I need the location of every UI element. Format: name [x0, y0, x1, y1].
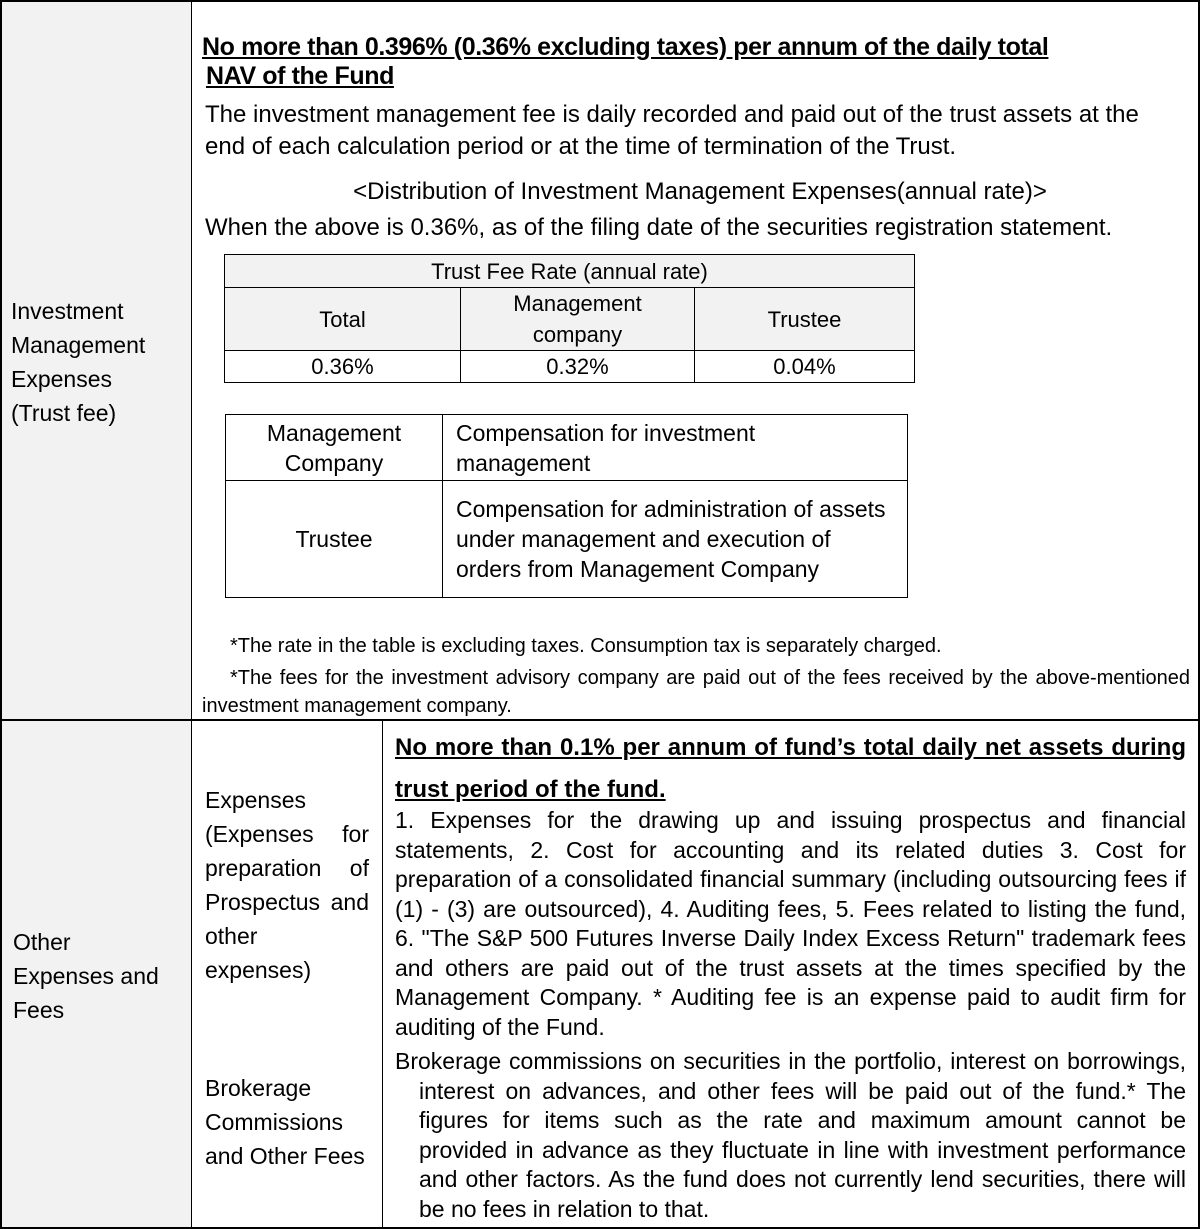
- description-line: The investment management fee is daily recorded and paid out of the trust assets at the: [205, 101, 1139, 128]
- description-line: end of each calculation period or at the time of termination of the Trust.: [205, 133, 957, 160]
- section1-heading: [202, 33, 1192, 91]
- fee-header-total: Total: [225, 288, 461, 351]
- brokerage-detail: Brokerage commissions on securities in the portfolio, interest on borrowings, interest on advances, and other fees will be paid out of the fund.* The figures for items such as the rate and maximum amount cannot be provided in advance as they fluctuate in line with investment performance and other factors. As the fund does not currently lend securities, there will be no fees in relation to that.: [395, 1048, 1186, 1222]
- section1-description: [205, 99, 1195, 163]
- fee-header-management: [461, 288, 695, 351]
- fee-table-caption: Trust Fee Rate (annual rate): [225, 255, 915, 288]
- brokerage-label: Brokerage Commissions and Other Fees: [205, 1075, 365, 1169]
- role-desc-text: Compensation for administration of assets under management and execution of orders from Management Company: [456, 496, 886, 582]
- label-line: Management: [11, 332, 146, 358]
- label-line: Fees: [13, 997, 65, 1023]
- fee-value-trustee: 0.04%: [695, 351, 915, 383]
- heading-line: No more than 0.396% (0.36% excluding taxes) per annum of the daily total: [202, 33, 1049, 61]
- fee-value-management: 0.32%: [461, 351, 695, 383]
- section1-label: [11, 294, 186, 430]
- fee-rate-table: [224, 254, 915, 383]
- role-party-trustee: Trustee: [226, 481, 443, 598]
- role-desc-trustee: [443, 481, 908, 598]
- label-line: Other: [13, 929, 71, 955]
- filing-note: When the above is 0.36%, as of the filing date of the securities registration statement.: [205, 214, 1113, 241]
- distribution-title: <Distribution of Investment Management Expenses(annual rate)>: [353, 178, 1047, 205]
- section2-column-divider: [382, 720, 383, 1229]
- fee-header-trustee: Trustee: [695, 288, 915, 351]
- role-desc-management: [443, 415, 908, 481]
- role-table: [225, 414, 908, 598]
- label-line: (Trust fee): [11, 400, 117, 426]
- label-line: Expenses: [11, 366, 113, 392]
- expenses-label: Expenses (Expenses for preparation of Prospectus and other expenses): [205, 787, 369, 983]
- note-taxes: *The rate in the table is excluding taxes. Consumption tax is separately charged.: [230, 635, 942, 657]
- label-line: Expenses and: [13, 963, 159, 989]
- fee-value-total: 0.36%: [225, 351, 461, 383]
- role-desc-text: Compensation for investment management: [456, 419, 756, 476]
- role-party-management: [226, 415, 443, 481]
- role-party-text: Management Company: [266, 419, 402, 476]
- note-advisory: *The fees for the investment advisory company are paid out of the fees received by the above-mentioned investment management company.: [202, 667, 1190, 717]
- heading-line: NAV of the Fund: [206, 62, 394, 90]
- expenses-detail: 1. Expenses for the drawing up and issuing prospectus and financial statements, 2. Cost for accounting and its related duties 3. Cost for preparation of a consolidated financial summary (including outsourcing fees if (1) - (3) are outsourced), 4. Auditing fees, 5. Fees related to listing the fund, 6. "The S&P 500 Futures Inverse Daily Index Excess Return" trademark fees and others are paid out of the trust assets at the times specified by the Management Company. * Auditing fee is an expense paid to audit firm for auditing of the Fund.: [395, 807, 1186, 1040]
- label-line: Investment: [11, 298, 124, 324]
- expenses-heading: No more than 0.1% per annum of fund’s total daily net assets during trust period of the fund.: [395, 734, 1186, 803]
- fee-header-management-text: Management company: [513, 291, 642, 347]
- section2-label: [13, 925, 188, 1027]
